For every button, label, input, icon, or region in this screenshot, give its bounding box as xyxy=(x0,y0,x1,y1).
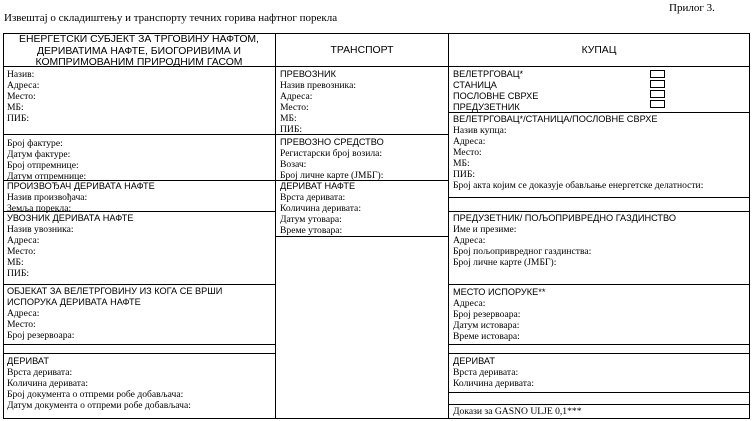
header-energy-subject xyxy=(3,34,275,69)
field-loading-time[interactable]: Време утовара: xyxy=(280,225,343,236)
field-derivative-quantity[interactable]: Количина деривата: xyxy=(7,378,88,389)
section-title: ПРЕДУЗЕТНИК/ ПОЉОПРИВРЕДНО ГАЗДИНСТВО xyxy=(453,213,676,223)
field-id-card[interactable]: Број личне карте (ЈМБГ): xyxy=(280,170,384,181)
field-address[interactable]: Адреса: xyxy=(7,80,40,91)
section-title: ДЕРИВАТ НАФТЕ xyxy=(280,181,356,191)
field-invoice-number[interactable]: Број фактуре: xyxy=(7,138,63,149)
field-mb[interactable]: МБ: xyxy=(7,257,24,268)
field-address[interactable]: Адреса: xyxy=(7,235,40,246)
field-producer-name[interactable]: Назив произвођача: xyxy=(7,192,88,203)
section-importer xyxy=(7,213,133,279)
field-mb[interactable]: МБ: xyxy=(7,102,24,113)
field-derivative-quantity[interactable]: Количина деривата: xyxy=(280,203,361,214)
field-place[interactable]: Место: xyxy=(7,319,36,330)
field-place[interactable]: Место: xyxy=(280,102,309,113)
field-loading-date[interactable]: Датум утовара: xyxy=(280,214,342,225)
section-wholesaler xyxy=(453,114,703,191)
section-title: ОБЈЕКАТ ЗА ВЕЛЕТРГОВИНУ ИЗ КОГА СЕ ВРШИ xyxy=(7,286,223,296)
field-derivative-quantity[interactable]: Количина деривата: xyxy=(453,378,534,389)
header-buyer: КУПАЦ xyxy=(581,45,617,56)
section-subject xyxy=(7,69,39,124)
section-carrier xyxy=(280,69,356,135)
section-derivative-left xyxy=(7,356,191,411)
field-unloading-time[interactable]: Време истовара: xyxy=(453,331,520,342)
field-mb[interactable]: МБ: xyxy=(280,113,297,124)
field-farm-number[interactable]: Број пољопривредног газдинства: xyxy=(453,246,592,257)
header-line: КОМПРИМОВАНИМ ПРИРОДНИМ ГАСОМ xyxy=(35,57,243,68)
annex-label: Прилог 3. xyxy=(669,2,715,14)
section-title: ПРЕВОЗНИК xyxy=(280,69,336,79)
field-name[interactable]: Назив: xyxy=(7,69,35,80)
check-label-business: ПОСЛОВНЕ СВРХЕ xyxy=(453,91,539,101)
section-entrepreneur xyxy=(453,213,676,268)
field-place[interactable]: Место: xyxy=(7,246,36,257)
field-pib[interactable]: ПИБ: xyxy=(7,268,30,279)
section-vehicle xyxy=(280,137,384,181)
field-full-name[interactable]: Име и презиме: xyxy=(453,224,517,235)
field-address[interactable]: Адреса: xyxy=(280,91,313,102)
section-title: МЕСТО ИСПОРУКЕ** xyxy=(453,287,546,297)
field-tank-number[interactable]: Број резервоара: xyxy=(7,330,75,341)
field-derivative-type[interactable]: Врста деривата: xyxy=(453,367,519,378)
field-mb[interactable]: МБ: xyxy=(453,158,470,169)
field-address[interactable]: Адреса: xyxy=(7,308,40,319)
field-tank-number[interactable]: Број резервоара: xyxy=(453,309,521,320)
field-importer-name[interactable]: Назив увозника: xyxy=(7,224,74,235)
section-facility xyxy=(7,286,222,341)
field-gas-oil-proof[interactable]: Докази за GASNO ULJE 0,1*** xyxy=(453,406,582,417)
check-label-entrepreneur: ПРЕДУЗЕТНИК xyxy=(453,102,520,112)
field-address[interactable]: Адреса: xyxy=(453,235,486,246)
field-supplier-doc-number[interactable]: Број документа о отпреми робе добављача: xyxy=(7,389,184,400)
field-carrier-name[interactable]: Назив превозника: xyxy=(280,80,356,91)
section-buyer-type xyxy=(453,69,538,113)
header-line: ЕНЕРГЕТСКИ СУБЈЕКТ ЗА ТРГОВИНУ НАФТОМ, xyxy=(19,34,259,45)
field-pib[interactable]: ПИБ: xyxy=(453,169,476,180)
section-delivery xyxy=(453,287,545,342)
field-pib[interactable]: ПИБ: xyxy=(280,124,303,135)
field-registration[interactable]: Регистарски број возила: xyxy=(280,148,383,159)
field-address[interactable]: Адреса: xyxy=(453,298,486,309)
field-unloading-date[interactable]: Датум истовара: xyxy=(453,320,520,331)
field-energy-license[interactable]: Број акта којим се доказује обављање енергетске делатности: xyxy=(453,180,704,191)
field-origin-country[interactable]: Земља порекла: xyxy=(7,203,72,214)
section-invoice xyxy=(7,138,86,182)
field-id-card[interactable]: Број личне карте (ЈМБГ): xyxy=(453,257,557,268)
section-title: УВОЗНИК ДЕРИВАТА НАФТЕ xyxy=(7,213,134,223)
section-producer xyxy=(7,181,155,214)
check-label-wholesaler: ВЕЛЕТРГОВАЦ* xyxy=(453,69,524,79)
header-line: ДЕРИВАТИМА НАФТЕ, БИОГОРИВИМА И xyxy=(36,45,242,57)
checkbox-business[interactable] xyxy=(650,90,665,98)
field-pib[interactable]: ПИБ: xyxy=(7,113,30,124)
check-label-station: СТАНИЦА xyxy=(453,80,497,90)
field-derivative-type[interactable]: Врста деривата: xyxy=(7,367,73,378)
field-place[interactable]: Место: xyxy=(7,91,36,102)
field-driver[interactable]: Возач: xyxy=(280,159,307,170)
checkbox-entrepreneur[interactable] xyxy=(650,100,665,108)
checkbox-wholesaler[interactable] xyxy=(650,70,665,78)
field-derivative-type[interactable]: Врста деривата: xyxy=(280,192,346,203)
section-title: ИСПОРУКА ДЕРИВАТА НАФТЕ xyxy=(7,297,141,307)
field-dispatch-date[interactable]: Датум отпремнице: xyxy=(7,171,87,182)
section-title: ДЕРИВАТ xyxy=(453,356,495,366)
field-invoice-date[interactable]: Датум фактуре: xyxy=(7,149,71,160)
checkbox-station[interactable] xyxy=(650,80,665,88)
section-title: ВЕЛЕТРГОВАЦ*/СТАНИЦА/ПОСЛОВНЕ СВРХЕ xyxy=(453,114,658,124)
section-title: ПРЕВОЗНО СРЕДСТВО xyxy=(280,137,384,147)
field-place[interactable]: Место: xyxy=(453,147,482,158)
section-title: ПРОИЗВОЂАЧ ДЕРИВАТА НАФТЕ xyxy=(7,181,155,191)
field-supplier-doc-date[interactable]: Датум документа о отпреми робе добављача: xyxy=(7,400,191,411)
header-transport: ТРАНСПОРТ xyxy=(330,45,394,56)
section-derivative-middle xyxy=(280,181,361,236)
field-buyer-name[interactable]: Назив купца: xyxy=(453,125,507,136)
field-address[interactable]: Адреса: xyxy=(453,136,486,147)
section-derivative-right xyxy=(453,356,534,389)
field-dispatch-number[interactable]: Број отпремнице: xyxy=(7,160,79,171)
form-title: Извештај о складиштењу и транспорту течних горива нафтног порекла xyxy=(4,12,338,24)
section-title: ДЕРИВАТ xyxy=(7,356,49,366)
